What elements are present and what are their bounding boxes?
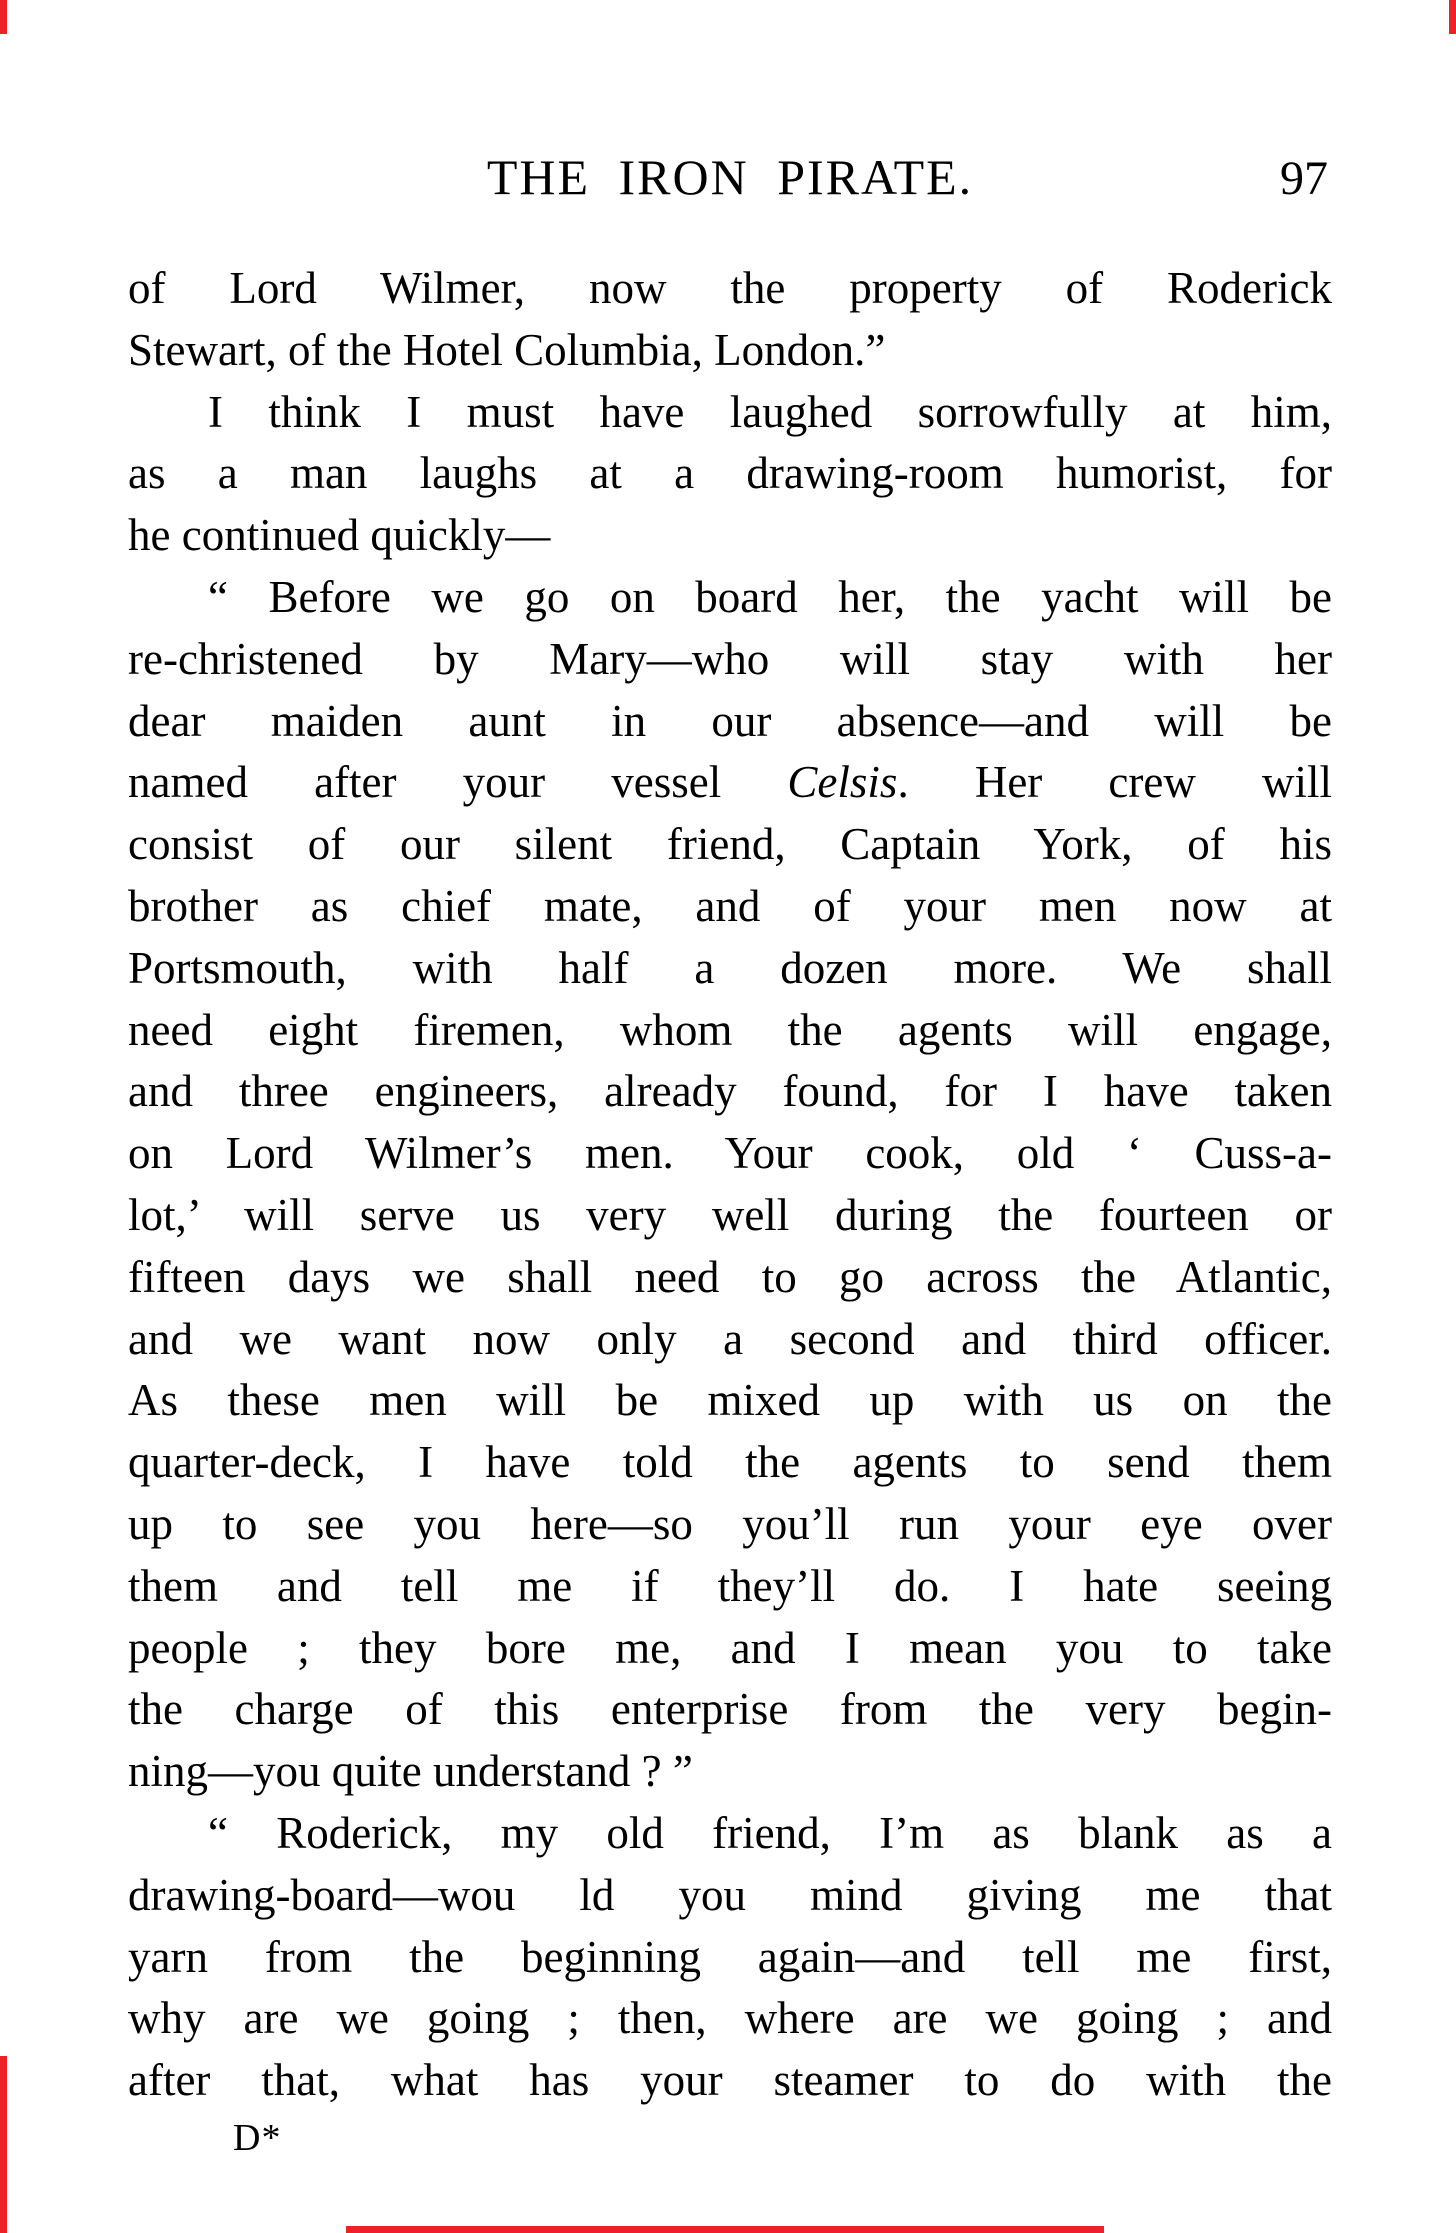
scan-edge-artifact bbox=[346, 2226, 1104, 2233]
text-line: as a man laughs at a drawing-room humorist, for bbox=[128, 448, 1332, 499]
text-line: on Lord Wilmer’s men. Your cook, old ‘ Cuss-a- bbox=[128, 1128, 1332, 1179]
text-line: after that, what has your steamer to do with the bbox=[128, 2055, 1332, 2106]
text-line: yarn from the beginning again—and tell me first, bbox=[128, 1931, 1332, 1982]
text-block bbox=[128, 258, 1332, 2112]
text-line: lot,’ will serve us very well during the fourteen or bbox=[128, 1189, 1332, 1240]
text-line: named after your vessel Celsis. Her crew will bbox=[128, 757, 1333, 808]
text-line: up to see you here—so you’ll run your eye over bbox=[128, 1498, 1332, 1549]
text-line: them and tell me if they’ll do. I hate seeing bbox=[128, 1560, 1332, 1611]
text-line: re-christened by Mary—who will stay with her bbox=[128, 633, 1332, 684]
page-number: 97 bbox=[1280, 152, 1328, 205]
text-line: drawing-board—wou ld you mind giving me that bbox=[128, 1869, 1332, 1920]
page-header bbox=[128, 148, 1332, 206]
text-line: and we want now only a second and third officer. bbox=[128, 1313, 1332, 1364]
signature-mark: D* bbox=[233, 2117, 282, 2159]
text-line: he continued quickly— bbox=[128, 510, 551, 561]
text-line: ning—you quite understand ? ” bbox=[128, 1746, 693, 1797]
scan-edge-artifact bbox=[1449, 0, 1456, 34]
text-line: people ; they bore me, and I mean you to take bbox=[128, 1622, 1332, 1673]
text-line: and three engineers, already found, for I have taken bbox=[128, 1066, 1332, 1117]
scan-edge-artifact bbox=[0, 2056, 7, 2233]
text-line: fifteen days we shall need to go across the Atlantic, bbox=[128, 1251, 1332, 1302]
text-line: why are we going ; then, where are we going ; and bbox=[128, 1993, 1332, 2044]
text-line: Stewart, of the Hotel Columbia, London.” bbox=[128, 324, 886, 375]
text-line: of Lord Wilmer, now the property of Roderick bbox=[128, 263, 1332, 313]
text-line: quarter-deck, I have told the agents to send them bbox=[128, 1437, 1332, 1488]
text-line: I think I must have laughed sorrowfully at him, bbox=[208, 386, 1332, 437]
text-line: “ Before we go on board her, the yacht will be bbox=[208, 571, 1332, 622]
running-title: THE IRON PIRATE. bbox=[486, 149, 974, 205]
text-line: dear maiden aunt in our absence—and will be bbox=[128, 695, 1332, 746]
text-line: brother as chief mate, and of your men now at bbox=[128, 880, 1332, 931]
text-line: need eight firemen, whom the agents will engage, bbox=[128, 1004, 1332, 1055]
scan-edge-artifact bbox=[0, 0, 7, 34]
text-line: Portsmouth, with half a dozen more. We shall bbox=[128, 942, 1332, 993]
text-line: “ Roderick, my old friend, I’m as blank as a bbox=[208, 1807, 1332, 1858]
text-line: As these men will be mixed up with us on the bbox=[128, 1375, 1332, 1426]
text-line: consist of our silent friend, Captain York, of his bbox=[128, 819, 1332, 870]
text-line: the charge of this enterprise from the very begin- bbox=[128, 1684, 1332, 1735]
